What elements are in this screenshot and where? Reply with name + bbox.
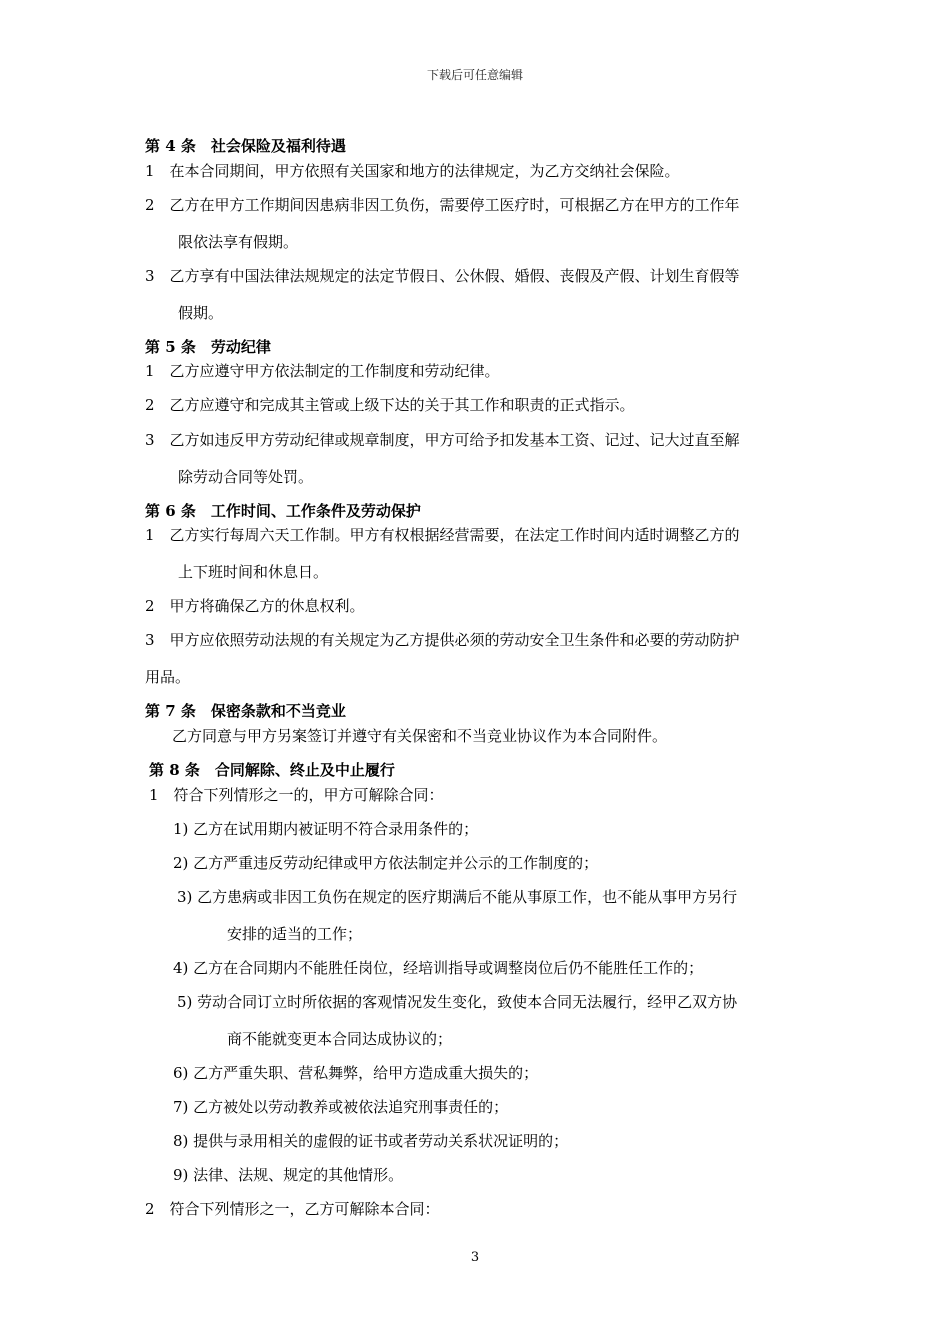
body-line: 7) 乙方被处以劳动教养或被依法追究刑事责任的； xyxy=(173,1098,509,1116)
body-line: 9) 法律、法规、规定的其他情形。 xyxy=(173,1166,404,1184)
body-line: 乙方同意与甲方另案签订并遵守有关保密和不当竞业协议作为本合同附件。 xyxy=(172,727,668,745)
body-line: 6) 乙方严重失职、营私舞弊，给甲方造成重大损失的； xyxy=(173,1064,539,1082)
body-line: 5) 劳动合同订立时所依据的客观情况发生变化，致使本合同无法履行，经甲乙双方协 xyxy=(177,993,738,1011)
section-heading: 第 5 条 劳动纪律 xyxy=(145,338,271,356)
body-line: 1) 乙方在试用期内被证明不符合录用条件的； xyxy=(173,820,479,838)
section-heading: 第 8 条 合同解除、终止及中止履行 xyxy=(149,761,395,779)
body-line: 安排的适当的工作； xyxy=(227,925,363,943)
body-line: 1 在本合同期间，甲方依照有关国家和地方的法律规定，为乙方交纳社会保险。 xyxy=(145,162,680,180)
body-line: 1 符合下列情形之一的，甲方可解除合同： xyxy=(149,786,444,804)
body-line: 假期。 xyxy=(178,304,224,322)
body-line: 1 乙方应遵守甲方依法制定的工作制度和劳动纪律。 xyxy=(145,362,500,380)
section-heading: 第 6 条 工作时间、工作条件及劳动保护 xyxy=(145,502,421,520)
body-line: 用品。 xyxy=(145,668,191,686)
page-header: 下载后可任意编辑 xyxy=(426,68,523,82)
body-line: 3 甲方应依照劳动法规的有关规定为乙方提供必须的劳动安全卫生条件和必要的劳动防护 xyxy=(145,631,740,649)
body-line: 2 乙方在甲方工作期间因患病非因工负伤，需要停工医疗时，可根据乙方在甲方的工作年 xyxy=(145,196,740,214)
body-line: 2) 乙方严重违反劳动纪律或甲方依法制定并公示的工作制度的； xyxy=(173,854,599,872)
section-heading: 第 4 条 社会保险及福利待遇 xyxy=(145,137,346,155)
body-line: 3 乙方享有中国法律法规规定的法定节假日、公休假、婚假、丧假及产假、计划生育假等 xyxy=(145,267,740,285)
page-number: 3 xyxy=(470,1250,480,1265)
body-line: 1 乙方实行每周六天工作制。甲方有权根据经营需要，在法定工作时间内适时调整乙方的 xyxy=(145,526,740,544)
body-line: 4) 乙方在合同期内不能胜任岗位，经培训指导或调整岗位后仍不能胜任工作的； xyxy=(173,959,704,977)
body-line: 商不能就变更本合同达成协议的； xyxy=(227,1030,453,1048)
body-line: 2 乙方应遵守和完成其主管或上级下达的关于其工作和职责的正式指示。 xyxy=(145,396,635,414)
body-line: 8) 提供与录用相关的虚假的证书或者劳动关系状况证明的； xyxy=(173,1132,569,1150)
body-line: 2 符合下列情形之一，乙方可解除本合同： xyxy=(145,1200,440,1218)
body-line: 3 乙方如违反甲方劳动纪律或规章制度，甲方可给予扣发基本工资、记过、记大过直至解 xyxy=(145,431,740,449)
body-line: 限依法享有假期。 xyxy=(178,233,299,251)
body-line: 上下班时间和休息日。 xyxy=(178,563,329,581)
body-line: 3) 乙方患病或非因工负伤在规定的医疗期满后不能从事原工作，也不能从事甲方另行 xyxy=(177,888,738,906)
section-heading: 第 7 条 保密条款和不当竞业 xyxy=(145,702,346,720)
body-line: 2 甲方将确保乙方的休息权利。 xyxy=(145,597,365,615)
body-line: 除劳动合同等处罚。 xyxy=(178,468,314,486)
